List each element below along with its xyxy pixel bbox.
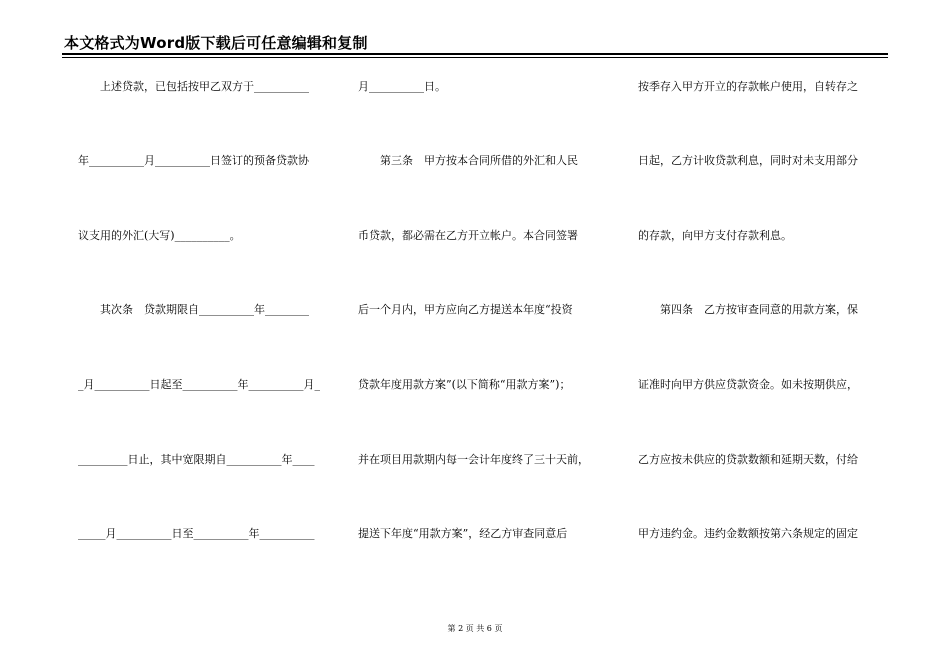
column-1-line-3: 议支用的外汇(大写)__________。 xyxy=(78,229,241,242)
column-3-line-7: 甲方违约金。违约金数额按第六条规定的固定 xyxy=(638,527,858,540)
column-2-line-3: 币贷款，都必需在乙方开立帐户。本合同签署 xyxy=(358,229,578,242)
column-2-line-4: 后一个月内，甲方应向乙方提送本年度“投资 xyxy=(358,303,573,316)
column-3-line-3: 的存款，向甲方支付存款利息。 xyxy=(638,229,792,242)
column-3-line-1: 按季存入甲方开立的存款帐户使用，自转存之 xyxy=(638,80,858,93)
column-1-line-5: _月__________日起至__________年__________月_ xyxy=(78,378,320,391)
header-rule-thick xyxy=(62,53,888,55)
header-rule-thin xyxy=(62,57,888,58)
column-3-line-5: 证准时向甲方供应贷款资金。如未按期供应， xyxy=(638,378,858,391)
column-3-line-2: 日起，乙方计收贷款利息，同时对未支用部分 xyxy=(638,154,858,167)
page-number-footer: 第 2 页 共 6 页 xyxy=(447,624,503,633)
column-1-line-4: 其次条 贷款期限自__________年________ xyxy=(78,303,309,316)
column-1-line-1: 上述贷款，已包括按甲乙双方于__________ xyxy=(78,80,309,93)
column-2-line-5: 贷款年度用款方案”(以下简称“用款方案”)； xyxy=(358,378,571,391)
column-2-line-7: 提送下年度“用款方案”，经乙方审查同意后 xyxy=(358,527,568,540)
column-1-line-6: _________日止，其中宽限期自__________年____ xyxy=(78,453,315,466)
column-2-line-2: 第三条 甲方按本合同所借的外汇和人民 xyxy=(358,154,578,167)
column-3-line-6: 乙方应按未供应的贷款数额和延期天数，付给 xyxy=(638,453,858,466)
column-1-line-7: _____月__________日至__________年__________ xyxy=(78,527,315,540)
column-1-line-2: 年__________月__________日签订的预备贷款协 xyxy=(78,154,309,167)
document-header-title: 本文格式为Word版下载后可任意编辑和复制 xyxy=(64,34,368,52)
column-2-line-1: 月__________日。 xyxy=(358,80,446,93)
column-3-line-4: 第四条 乙方按审查同意的用款方案，保 xyxy=(638,303,858,316)
column-2-line-6: 并在项目用款期内每一会计年度终了三十天前， xyxy=(358,453,589,466)
